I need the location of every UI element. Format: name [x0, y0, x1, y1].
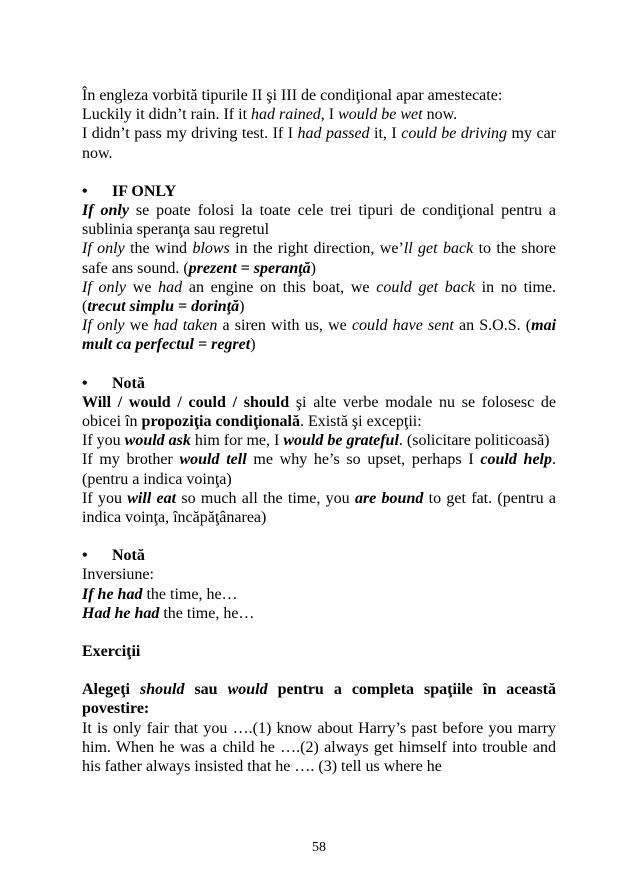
text-span: in no time. (: [82, 278, 557, 316]
text-span: now.: [422, 106, 458, 124]
text-span: Luckily it didn’t rain. If it: [82, 106, 252, 124]
italic-span: could be driving: [401, 125, 508, 143]
text-span: my car now.: [82, 125, 556, 162]
italic-span: If only: [82, 278, 127, 296]
text-span: . Există şi excepţii:: [299, 413, 422, 431]
text-span: If my brother: [82, 451, 180, 469]
text-span: the time, he…: [159, 604, 255, 622]
intro-line-1: [82, 86, 556, 105]
heading-text: Notă: [112, 547, 145, 565]
text-span: . (pentru a indica voinţa): [82, 451, 557, 488]
intro-text-1: În engleza vorbită tipurile II şi III de condiţional apar amestecate:: [82, 87, 503, 104]
text-span: se poate folosi la toate cele trei tipuri de condiţional pentru a sublinia speranţa sau regretul: [82, 202, 557, 239]
text-span: an engine on this boat, we: [182, 278, 377, 296]
bullet-icon: •: [82, 547, 88, 565]
bold-italic-span: If he had: [82, 585, 143, 603]
nota-2-line-2: [82, 585, 556, 604]
bold-span: propoziţia condiţională: [141, 413, 300, 431]
text-span: ): [239, 298, 245, 316]
text-span: the wind: [124, 240, 193, 258]
italic-span: could get back: [376, 278, 475, 296]
text-span: sau: [184, 681, 228, 699]
italic-span: had rained: [251, 106, 321, 124]
exercise-instruction: [82, 680, 556, 718]
bold-italic-span: mai mult ca perfectul = regret: [82, 317, 557, 354]
text-span: , I: [320, 106, 339, 124]
text-span: ): [310, 259, 316, 277]
text-span: . (solicitare politicoasă): [398, 432, 550, 450]
bold-italic-span: could help: [480, 451, 553, 469]
text-span: Inversiune:: [82, 566, 154, 584]
text-span: him for me, I: [190, 432, 284, 450]
nota-1-example-3: [82, 489, 556, 527]
bold-italic-span: would: [227, 681, 268, 699]
italic-span: blows: [192, 240, 230, 258]
bold-italic-span: will eat: [127, 489, 177, 507]
italic-span: If only: [82, 240, 125, 258]
page-number: 58: [312, 840, 326, 855]
text-span: a siren with us, we: [217, 317, 352, 335]
text-span: şi alte verbe modale nu se folosesc de obicei în: [82, 393, 557, 431]
nota-1-example-2: [82, 450, 556, 488]
text-span: to the shore safe ans sound. (: [82, 240, 557, 277]
document-page: [82, 86, 556, 776]
italic-span: had passed: [297, 125, 370, 143]
text-span: we: [124, 317, 154, 335]
exercises-heading: [82, 642, 556, 661]
text-span: It is only fair that you ….(1) know about Harry’s past before you marry him. When he was a child he ….(2) always get himself into trouble and his father always insisted that he …. (3) tell us where he: [82, 719, 556, 776]
bold-italic-span: are bound: [354, 489, 424, 507]
text-span: I didn’t pass my driving test. If I: [82, 125, 298, 143]
bold-italic-span: prezent = speranţă: [188, 259, 311, 277]
bold-italic-span: If only: [82, 202, 129, 220]
italic-span: could have sent: [351, 317, 454, 335]
if-only-definition: [82, 201, 556, 239]
text-span: so much all the time, you: [176, 489, 355, 507]
text-span: to get fat. (pentru a indica voinţa, încăpăţânarea): [82, 489, 557, 527]
exercise-text: [82, 719, 556, 777]
nota-2-line-3: [82, 604, 556, 623]
nota-1-example-1: [82, 431, 556, 450]
bold-italic-span: trecut simplu = dorinţă: [87, 298, 240, 316]
heading-text: Notă: [112, 374, 145, 392]
text-span: an S.O.S. (: [453, 317, 532, 335]
heading-text: IF ONLY: [112, 182, 177, 200]
bold-italic-span: would tell: [179, 451, 247, 469]
italic-span: had: [158, 278, 183, 296]
intro-line-2: [82, 105, 556, 124]
text-span: If you: [82, 432, 125, 450]
bullet-icon: •: [82, 374, 88, 392]
bold-italic-span: would be grateful: [283, 432, 399, 450]
section-heading-nota-1: [82, 374, 556, 393]
text-span: If you: [82, 489, 128, 507]
bullet-icon: •: [82, 182, 88, 200]
italic-span: If only: [82, 317, 125, 335]
text-span: me why he’s so upset, perhaps I: [246, 451, 481, 469]
intro-line-3: [82, 124, 556, 162]
section-heading-nota-2: [82, 546, 556, 565]
bold-italic-span: would ask: [124, 432, 191, 450]
nota-2-line-1: [82, 565, 556, 584]
bold-span: Will / would / could / should: [82, 393, 290, 411]
nota-1-paragraph: [82, 393, 556, 431]
text-span: in the right direction, we’: [229, 240, 404, 258]
bold-italic-span: should: [139, 681, 185, 699]
if-only-example-3: [82, 316, 556, 354]
text-span: Alegeţi: [82, 681, 140, 699]
italic-span: ll get back: [403, 240, 474, 258]
text-span: the time, he…: [142, 585, 238, 603]
text-span: it, I: [369, 125, 402, 143]
text-span: ): [250, 336, 256, 354]
if-only-example-2: [82, 278, 556, 316]
italic-span: had taken: [153, 317, 218, 335]
text-span: pentru a completa spaţiile în această povestire:: [82, 681, 557, 718]
text-span: we: [126, 278, 159, 296]
section-heading-if-only: [82, 182, 556, 201]
if-only-example-1: [82, 239, 556, 277]
heading-text: Exerciţii: [82, 643, 141, 661]
italic-span: would be wet: [338, 106, 423, 124]
bold-italic-span: Had he had: [82, 604, 160, 622]
